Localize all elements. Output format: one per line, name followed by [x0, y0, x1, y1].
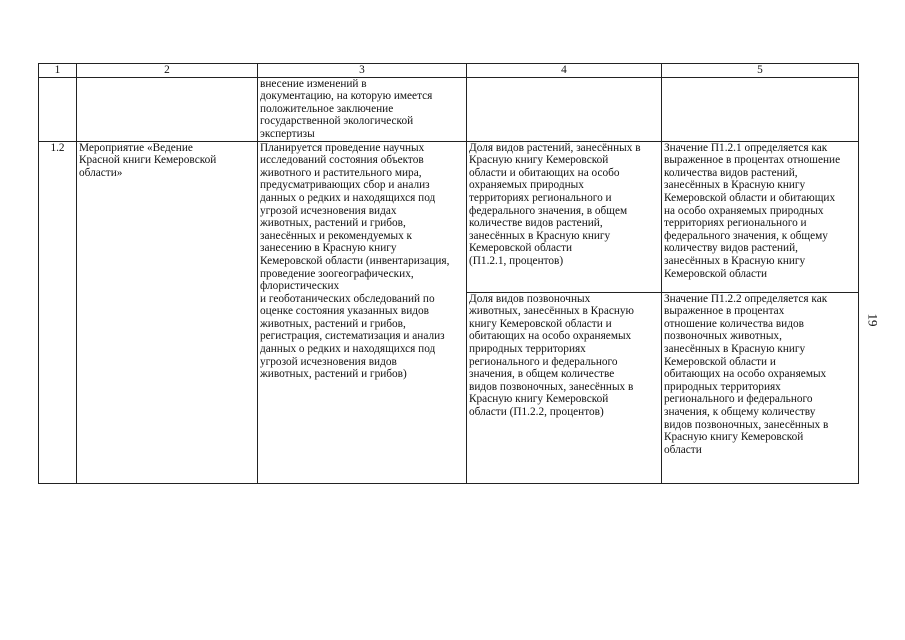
header-row — [39, 64, 859, 78]
page-number: 19 — [865, 313, 881, 327]
cont-cell-1 — [39, 77, 77, 141]
cont-cell-5 — [662, 77, 859, 141]
table-row — [39, 141, 859, 292]
measures-table — [38, 63, 859, 484]
cont-cell-3: внесение изменений в документацию, на которую имеется положительное заключение государственной экологической экспертизы — [258, 77, 467, 141]
col-header-5: 5 — [662, 64, 859, 78]
col-header-1: 1 — [39, 64, 77, 78]
row-number: 1.2 — [39, 141, 77, 483]
col-header-3: 3 — [258, 64, 467, 78]
continuation-row — [39, 77, 859, 141]
method-vertebrates: Значение П1.2.2 определяется как выраженное в процентах отношение количества видов позвоночных животных, занесённых в Красную книгу Кемеровской области и обитающих на особо охраняемых природных территориях регионального и федерального значения, к общему количеству видов позвоночных, занесённых в Красную книгу Кемеровской области — [662, 292, 859, 483]
col-header-2: 2 — [77, 64, 258, 78]
indicator-vertebrates: Доля видов позвоночных животных, занесённых в Красную книгу Кемеровской области и обитающих на особо охраняемых природных территориях регионального и федерального значения, в общем количестве видов позвоночных, занесённых в Красную книгу Кемеровской области (П1.2.2, процентов) — [467, 292, 662, 483]
indicator-plants: Доля видов растений, занесённых в Красную книгу Кемеровской области и обитающих на особо охраняемых природных территориях регионального и федерального значения, в общем количестве видов растений, занесённых в Красную книгу Кемеровской области (П1.2.1, процентов) — [467, 141, 662, 292]
col-header-4: 4 — [467, 64, 662, 78]
method-plants: Значение П1.2.1 определяется как выраженное в процентах отношение количества видов растений, занесённых в Красную книгу Кемеровской области и обитающих на особо охраняемых природных территориях регионального и федерального значения, к общему количеству видов растений, занесённых в Красную книгу Кемеровской области — [662, 141, 859, 292]
measure-description: Планируется проведение научных исследований состояния объектов животного и растительного мира, предусматривающих сбор и анализ данных о редких и находящихся под угрозой исчезновения видах животных, растений и грибов, занесённых и рекомендуемых к занесению в Красную книгу Кемеровской области (инвентаризация, проведение зоогеографических, флористических и геоботанических обследований по оценке состояния указанных видов животных, растений и грибов, регистрация, систематизация и анализ данных о редких и находящихся под угрозой исчезновения видов животных, растений и грибов) — [258, 141, 467, 483]
cont-cell-4 — [467, 77, 662, 141]
cont-cell-2 — [77, 77, 258, 141]
measure-name: Мероприятие «Ведение Красной книги Кемеровской области» — [77, 141, 258, 483]
